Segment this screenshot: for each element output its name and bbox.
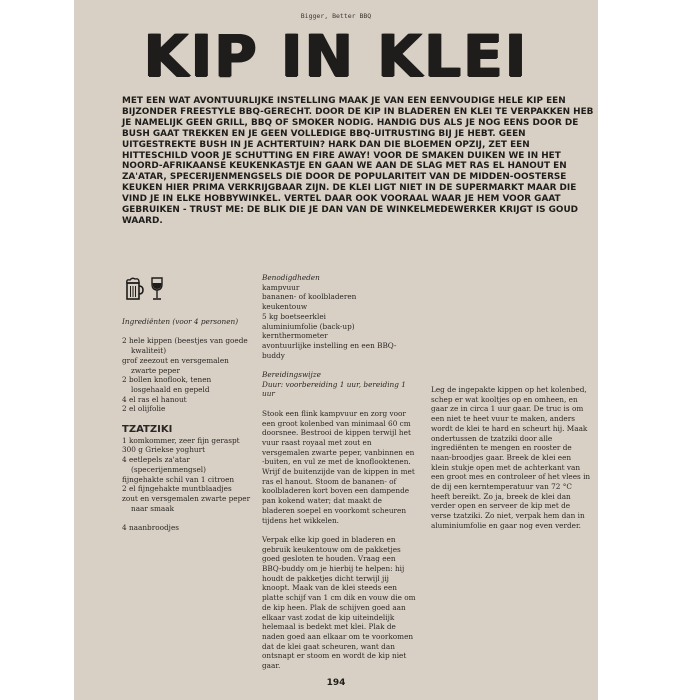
equipment-item: avontuurlijke instelling en een BBQ-buddy (262, 340, 397, 360)
tzatziki-item: zout en versgemalen zwarte peper naar smaak (122, 493, 251, 513)
method-paragraph: Leg de ingepakte kippen op het kolenbed, schep er wat kooltjes op en omheen, en gaar ze in circa 1 uur gaar. De truc is om een niet te heet vuur te maken, anders wordt de klei te hard en scheurt hij. Maak ondertussen de tzatziki door alle ingrediënten te mengen en rooster de naan-broodjes gaar. Breek de klei een klein stukje open met de achterkant van een groot mes en controleer of het vlees in de dij een kerntemperatuur van 72 °C heeft bereikt. Zo ja, breek de klei dan verder open en serveer de kip met de verse tzatziki. Zo niet, verpak hem dan in aluminiumfolie en gaar nog even verder. (431, 385, 591, 530)
ingredients-column (122, 277, 252, 533)
tzatziki-item: fijngehakte schil van 1 citroen (122, 474, 235, 484)
drink-icons (122, 277, 252, 307)
equipment-item: kernthermometer (262, 331, 328, 341)
method-paragraph: Stook een flink kampvuur en zorg voor een groot kolenbed van minimaal 60 cm doorsnee. Bestrooi de kippen terwijl het vuur raast royaal met zout en versgemalen zwarte peper, vanbinnen en -buiten, en vul ze met de knoflooktenen. Wrijf de buitenzijde van de kippen in met ras el hanout. Stoom de bananen- of koolbladeren kort boven een dampende pan kokend water; dat maakt de bladeren soepel en voorkomt scheuren tijdens het wikkelen. (262, 408, 415, 525)
tzatziki-item: 4 eetlepels za'atar (specerijenmengsel) (122, 455, 206, 474)
equipment-item: kampvuur (262, 282, 300, 292)
tzatziki-heading: TZATZIKI (122, 423, 173, 435)
tzatziki-item: 2 el fijngehakte muntblaadjes (122, 484, 232, 494)
book-page (74, 0, 598, 700)
page-number: 194 (326, 678, 346, 688)
naan-item: 4 naanbroodjes (122, 523, 180, 533)
ingredients-heading: Ingrediënten (voor 4 personen) (122, 317, 239, 326)
method-column (262, 273, 417, 671)
method-duration: Duur: voorbereiding 1 uur, bereiding 1 uur (262, 379, 406, 399)
recipe-title: KIP IN KLEI (143, 22, 529, 90)
equipment-item: keukentouw (262, 302, 308, 312)
ingredient-item: 2 el olijfolie (122, 404, 166, 414)
equipment-item: aluminiumfolie (back-up) (262, 321, 355, 331)
tzatziki-item: 300 g Griekse yoghurt (122, 445, 206, 455)
intro-paragraph: MET EEN WAT AVONTUURLIJKE INSTELLING MAAK JE VAN EEN EENVOUDIGE HELE KIP EEN BIJZONDER FREESTYLE BBQ-GERECHT. DOOR DE KIP IN BLADEREN EN KLEI TE VERPAKKEN HEB JE NAMELIJK GEEN GRILL, BBQ OF SMOKER NODIG. HANDIG DUS ALS JE NOG EENS DOOR DE BUSH GAAT TREKKEN EN JE GEEN VOLLEDIGE BBQ-UITRUSTING BIJ JE HEBT. GEEN UITGESTREKTE BUSH IN JE ACHTERTUIN? HARK DAN DIE BLOEMEN OPZIJ, ZET EEN HITTESCHILD VOOR JE SCHUTTING EN FIRE AWAY! VOOR DE SMAKEN DUIKEN WE IN HET NOORD-AFRIKAANSE KEUKENKASTJE EN GAAN WE AAN DE SLAG MET RAS EL HANOUT EN ZA'ATAR, SPECERIJENMENGSELS DIE DOOR DE POPULARITEIT VAN DE MIDDEN-OOSTERSE KEUKEN HIER PRIMA VERKRIJGBAAR ZIJN. DE KLEI LIGT NIET IN DE SUPERMARKT MAAR DIE VIND JE IN ELKE HOBBYWINKEL. VERTEL DAAR OOK VOORAAL WAAR JE HEM VOOR GAAT GEBRUIKEN - TRUST ME: DE BLIK DIE JE DAN VAN DE WINKELMEDEWERKER KRIJGT IS GOUD WAARD. (122, 96, 594, 226)
ingredient-item: 2 hele kippen (beestjes van goede kwaliteit) (122, 336, 248, 356)
equipment-item: 5 kg boetseerklei (262, 311, 326, 321)
equipment-heading: Benodigdheden (262, 273, 320, 282)
ingredient-item: grof zeezout en versgemalen zwarte peper (122, 355, 229, 375)
tzatziki-item: 1 komkommer, zeer fijn geraspt (122, 435, 240, 445)
ingredient-item: 4 el ras el hanout (122, 394, 187, 404)
ingredient-item: 2 bollen knoflook, tenen losgehaald en gepeld (122, 375, 212, 394)
method-column-continued (431, 273, 591, 531)
beer-mug-icon (124, 277, 144, 301)
equipment-item: bananen- of koolbladeren (262, 292, 357, 302)
wine-glass-icon (150, 277, 164, 301)
method-paragraph: Verpak elke kip goed in bladeren en gebruik keukentouw om de pakketjes goed gesloten te houden. Vraag een BBQ-buddy om je hierbij te helpen: hij houdt de pakketjes dicht terwijl jij knoopt. Maak van de klei steeds een platte schijf van 1 cm dik en vouw die om de kip heen. Plak de schijven goed aan elkaar vast zodat de kip uiteindelijk helemaal is bedekt met klei. Plak de naden goed aan elkaar om te voorkomen dat de klei gaat scheuren, want dan ontsnapt er stoom en wordt de kip niet gaar. (262, 534, 416, 671)
method-heading: Bereidingswijze (262, 370, 321, 380)
running-header: Bigger, Better BBQ (300, 12, 372, 20)
